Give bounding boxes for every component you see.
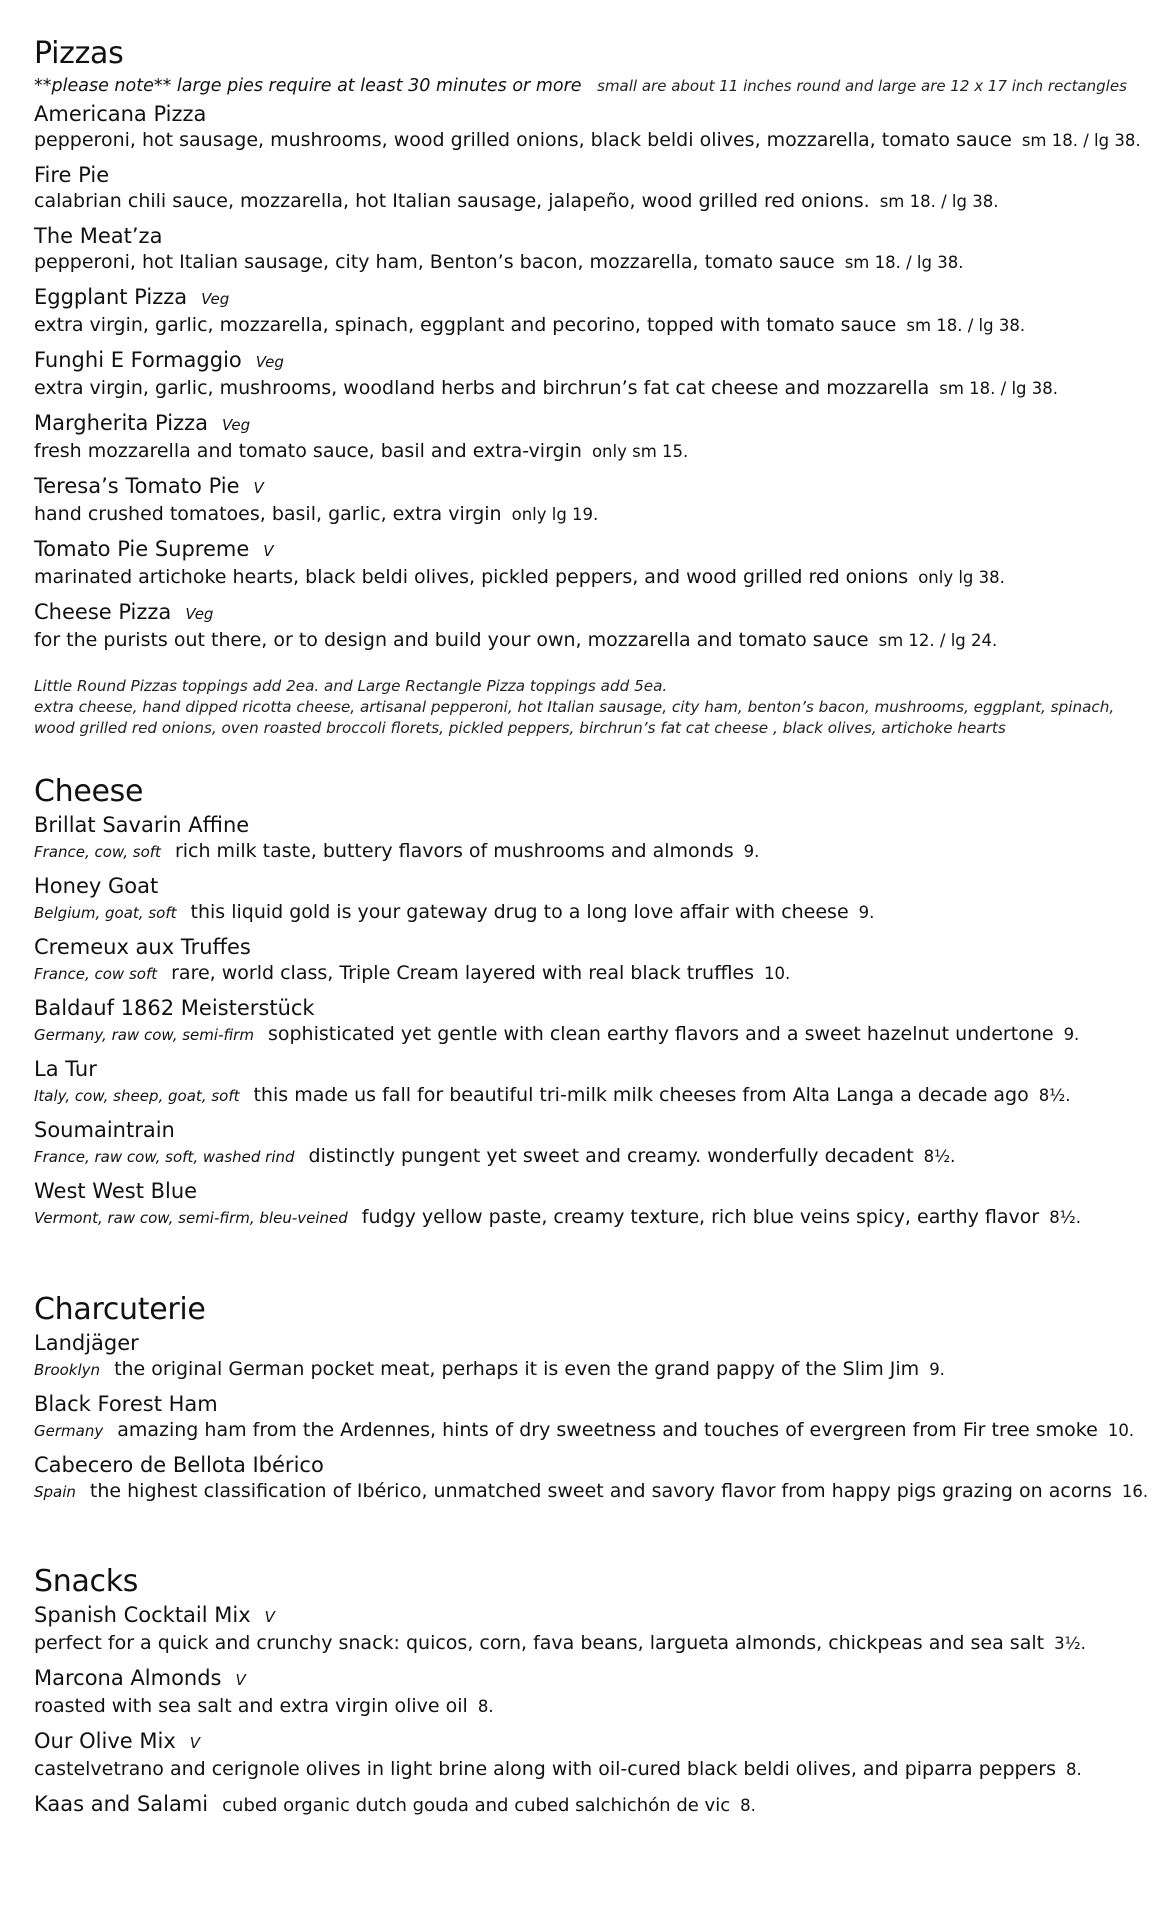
item-price: only lg 38. <box>918 568 1005 587</box>
item-name: Our Olive Mix <box>34 1729 176 1753</box>
item-name: Americana Pizza <box>34 102 207 126</box>
charcuterie-list <box>34 1330 1148 1505</box>
menu-item <box>34 1452 1148 1505</box>
item-origin: Belgium, goat, soft <box>34 904 177 922</box>
item-name: Soumaintrain <box>34 1118 175 1142</box>
item-name-row <box>34 347 1141 375</box>
item-name: Fire Pie <box>34 163 110 187</box>
item-description: this liquid gold is your gateway drug to a long love affair with cheese <box>190 901 849 923</box>
item-origin: France, cow, soft <box>34 843 161 861</box>
item-description: this made us fall for beautiful tri-milk milk cheeses from Alta Langa a decade ago <box>253 1084 1029 1106</box>
item-name-row <box>34 1728 1086 1756</box>
snacks-list <box>34 1602 1086 1783</box>
menu-item <box>34 536 1141 591</box>
section-title-pizzas: Pizzas <box>34 36 124 71</box>
pizza-size-info: small are about 11 inches round and large are 12 x 17 inch rectangles <box>597 77 1127 95</box>
large-pie-note: **please note** large pies require at least 30 minutes or more <box>34 76 582 96</box>
section-title-snacks: Snacks <box>34 1564 139 1599</box>
item-name: Cabecero de Bellota Ibérico <box>34 1453 324 1477</box>
item-name: Teresa’s Tomato Pie <box>34 474 240 498</box>
menu-item <box>34 1117 1081 1170</box>
item-name: Cheese Pizza <box>34 600 172 624</box>
item-price: sm 12. / lg 24. <box>878 631 998 650</box>
item-description-row <box>34 838 1081 865</box>
item-description: pepperoni, hot Italian sausage, city ham, Benton’s bacon, mozzarella, tomato sauce <box>34 251 835 273</box>
item-name: Eggplant Pizza <box>34 285 188 309</box>
item-price: 8½. <box>1038 1086 1071 1105</box>
menu-item <box>34 1178 1081 1231</box>
diet-tag: V <box>253 479 264 497</box>
diet-tag: V <box>235 1671 246 1689</box>
item-origin: France, cow soft <box>34 965 158 983</box>
pizzas-section <box>34 36 1141 739</box>
item-description-row <box>34 1417 1148 1444</box>
item-name: Landjäger <box>34 1331 139 1355</box>
item-name: West West Blue <box>34 1179 198 1203</box>
item-description-row <box>34 1356 1148 1383</box>
item-origin: Vermont, raw cow, semi-firm, bleu-veined <box>34 1209 348 1227</box>
menu-item <box>34 873 1081 926</box>
item-name-row <box>34 995 1081 1021</box>
item-price: 8½. <box>923 1147 956 1166</box>
menu-item <box>34 1602 1086 1657</box>
menu-item <box>34 812 1081 865</box>
item-description: perfect for a quick and crunchy snack: quicos, corn, fava beans, largueta almonds, chickpeas and sea salt <box>34 1632 1045 1654</box>
menu-item <box>34 1728 1086 1783</box>
section-title-charcuterie: Charcuterie <box>34 1292 206 1327</box>
item-name-row <box>34 223 1141 249</box>
item-description-row <box>34 312 1141 339</box>
item-price: 8. <box>477 1697 494 1716</box>
item-description-row <box>34 438 1141 465</box>
item-description-row <box>34 501 1141 528</box>
item-description: castelvetrano and cerignole olives in light brine along with oil-cured black beldi olives, and piparra peppers <box>34 1758 1056 1780</box>
item-origin: France, raw cow, soft, washed rind <box>34 1148 295 1166</box>
item-description: roasted with sea salt and extra virgin olive oil <box>34 1695 468 1717</box>
menu-item <box>34 1391 1148 1444</box>
item-name-row <box>34 101 1141 127</box>
charcuterie-section <box>34 1292 1148 1513</box>
item-name-row <box>34 599 1141 627</box>
item-description-row <box>34 627 1141 654</box>
item-name: Black Forest Ham <box>34 1392 218 1416</box>
item-description: the highest classification of Ibérico, unmatched sweet and savory flavor from happy pigs grazing on acorns <box>89 1480 1112 1502</box>
item-description-row <box>34 188 1141 215</box>
item-name-row <box>34 1452 1148 1478</box>
item-description: rare, world class, Triple Cream layered with real black truffles <box>171 962 755 984</box>
item-description-row <box>34 127 1141 154</box>
cheese-section <box>34 774 1081 1239</box>
pizza-list <box>34 101 1141 654</box>
item-description-row <box>34 249 1141 276</box>
item-name-row <box>34 1056 1081 1082</box>
menu-item <box>34 101 1141 154</box>
item-name-row <box>34 410 1141 438</box>
item-name: Kaas and Salami <box>34 1792 209 1816</box>
item-name: Baldauf 1862 Meisterstück <box>34 996 315 1020</box>
item-name-row <box>34 473 1141 501</box>
diet-tag: Veg <box>222 416 251 434</box>
menu-item <box>34 223 1141 276</box>
menu-item <box>34 284 1141 339</box>
menu-item <box>34 1791 1086 1819</box>
menu-item <box>34 1330 1148 1383</box>
item-price: 10. <box>1107 1421 1135 1440</box>
item-name-row <box>34 1178 1081 1204</box>
pizza-size-note <box>34 74 1141 98</box>
item-name: Spanish Cocktail Mix <box>34 1603 251 1627</box>
item-description: sophisticated yet gentle with clean earthy flavors and a sweet hazelnut undertone <box>267 1023 1054 1045</box>
item-description-row <box>34 1693 1086 1720</box>
item-description: cubed organic dutch gouda and cubed salchichón de vic <box>222 1795 731 1816</box>
item-price: sm 18. / lg 38. <box>906 316 1026 335</box>
menu-item <box>34 347 1141 402</box>
item-name-row <box>34 1391 1148 1417</box>
item-name-row <box>34 1665 1086 1693</box>
item-name-row <box>34 812 1081 838</box>
diet-tag: V <box>263 542 274 560</box>
menu-item <box>34 473 1141 528</box>
item-name: La Tur <box>34 1057 97 1081</box>
item-name: Funghi E Formaggio <box>34 348 242 372</box>
item-description-row <box>34 564 1141 591</box>
item-description: pepperoni, hot sausage, mushrooms, wood grilled onions, black beldi olives, mozzarella, tomato sauce <box>34 129 1012 151</box>
toppings-list-line-1: extra cheese, hand dipped ricotta cheese, artisanal pepperoni, hot Italian sausage, city ham, benton’s bacon, mushrooms, eggplant, spinach, <box>34 698 1115 716</box>
diet-tag: Veg <box>201 290 230 308</box>
item-description-row <box>34 1204 1081 1231</box>
item-name-row <box>34 934 1081 960</box>
item-price: 9. <box>858 903 875 922</box>
section-title-cheese: Cheese <box>34 774 144 809</box>
item-description-row <box>34 1082 1081 1109</box>
item-price: 9. <box>1063 1025 1080 1044</box>
item-description-row <box>34 1756 1086 1783</box>
item-name: Marcona Almonds <box>34 1666 222 1690</box>
menu-item <box>34 410 1141 465</box>
item-price: 8. <box>740 1796 756 1815</box>
cheese-list <box>34 812 1081 1231</box>
item-description-row <box>34 1143 1081 1170</box>
item-name: Honey Goat <box>34 874 159 898</box>
item-description-row <box>34 1630 1086 1657</box>
item-price: 8. <box>1065 1760 1082 1779</box>
item-price: only lg 19. <box>511 505 599 524</box>
item-description: extra virgin, garlic, mushrooms, woodland herbs and birchrun’s fat cat cheese and mozzarella <box>34 377 930 399</box>
item-name: Brillat Savarin Affine <box>34 813 250 837</box>
item-name-row <box>34 1602 1086 1630</box>
item-name-row <box>34 162 1141 188</box>
item-origin: Italy, cow, sheep, goat, soft <box>34 1087 240 1105</box>
item-price: 16. <box>1121 1482 1149 1501</box>
item-description: for the purists out there, or to design and build your own, mozzarella and tomato sauce <box>34 629 869 651</box>
item-description: fresh mozzarella and tomato sauce, basil and extra-virgin <box>34 440 582 462</box>
item-description-row <box>34 1021 1081 1048</box>
item-description: hand crushed tomatoes, basil, garlic, extra virgin <box>34 503 502 525</box>
toppings-note <box>34 676 1141 739</box>
item-price: 3½. <box>1054 1634 1086 1653</box>
diet-tag: Veg <box>255 353 284 371</box>
diet-tag: V <box>189 1734 201 1752</box>
menu-item <box>34 162 1141 215</box>
item-origin: Spain <box>34 1483 76 1501</box>
toppings-list-line-2: wood grilled red onions, oven roasted broccoli florets, pickled peppers, birchrun’s fat cat cheese , black olives, artichoke hearts <box>34 719 1006 737</box>
item-description-row <box>34 375 1141 402</box>
item-description: distinctly pungent yet sweet and creamy. wonderfully decadent <box>308 1145 914 1167</box>
item-description: amazing ham from the Ardennes, hints of dry sweetness and touches of evergreen from Fir tree smoke <box>117 1419 1098 1441</box>
item-description: marinated artichoke hearts, black beldi olives, pickled peppers, and wood grilled red onions <box>34 566 909 588</box>
menu-item <box>34 1665 1086 1720</box>
item-price: 8½. <box>1049 1208 1081 1227</box>
item-price: sm 18. / lg 38. <box>1021 131 1141 150</box>
menu-item <box>34 599 1141 654</box>
menu-item <box>34 934 1081 987</box>
menu-item <box>34 1056 1081 1109</box>
item-description: rich milk taste, buttery flavors of mushrooms and almonds <box>174 840 734 862</box>
item-price: only sm 15. <box>591 442 689 461</box>
diet-tag: V <box>264 1608 275 1626</box>
item-origin: Germany <box>34 1422 104 1440</box>
item-name-row <box>34 284 1141 312</box>
item-price: 10. <box>764 964 791 983</box>
menu-item <box>34 995 1081 1048</box>
item-price: 9. <box>743 842 760 861</box>
item-name-row <box>34 536 1141 564</box>
item-description-row <box>34 960 1081 987</box>
item-price: sm 18. / lg 38. <box>939 379 1058 398</box>
item-price: 9. <box>929 1360 945 1379</box>
item-origin: Germany, raw cow, semi-firm <box>34 1026 254 1044</box>
item-price: sm 18. / lg 38. <box>844 253 964 272</box>
item-description: calabrian chili sauce, mozzarella, hot Italian sausage, jalapeño, wood grilled red onions. <box>34 190 870 212</box>
item-description-row <box>34 899 1081 926</box>
toppings-pricing: Little Round Pizzas toppings add 2ea. and Large Rectangle Pizza toppings add 5ea. <box>34 677 668 695</box>
diet-tag: Veg <box>185 605 214 623</box>
item-description: fudgy yellow paste, creamy texture, rich blue veins spicy, earthy flavor <box>361 1206 1040 1228</box>
snacks-section <box>34 1564 1086 1827</box>
item-name: Margherita Pizza <box>34 411 209 435</box>
item-name: Cremeux aux Truffes <box>34 935 251 959</box>
item-description: extra virgin, garlic, mozzarella, spinach, eggplant and pecorino, topped with tomato sauce <box>34 314 897 336</box>
item-name: The Meat’za <box>34 224 163 248</box>
item-name: Tomato Pie Supreme <box>34 537 250 561</box>
item-name-row <box>34 873 1081 899</box>
item-name-row <box>34 1330 1148 1356</box>
item-description-row <box>34 1478 1148 1505</box>
item-name-row <box>34 1117 1081 1143</box>
item-origin: Brooklyn <box>34 1361 101 1379</box>
item-description: the original German pocket meat, perhaps it is even the grand pappy of the Slim Jim <box>114 1358 920 1380</box>
item-price: sm 18. / lg 38. <box>879 192 999 211</box>
